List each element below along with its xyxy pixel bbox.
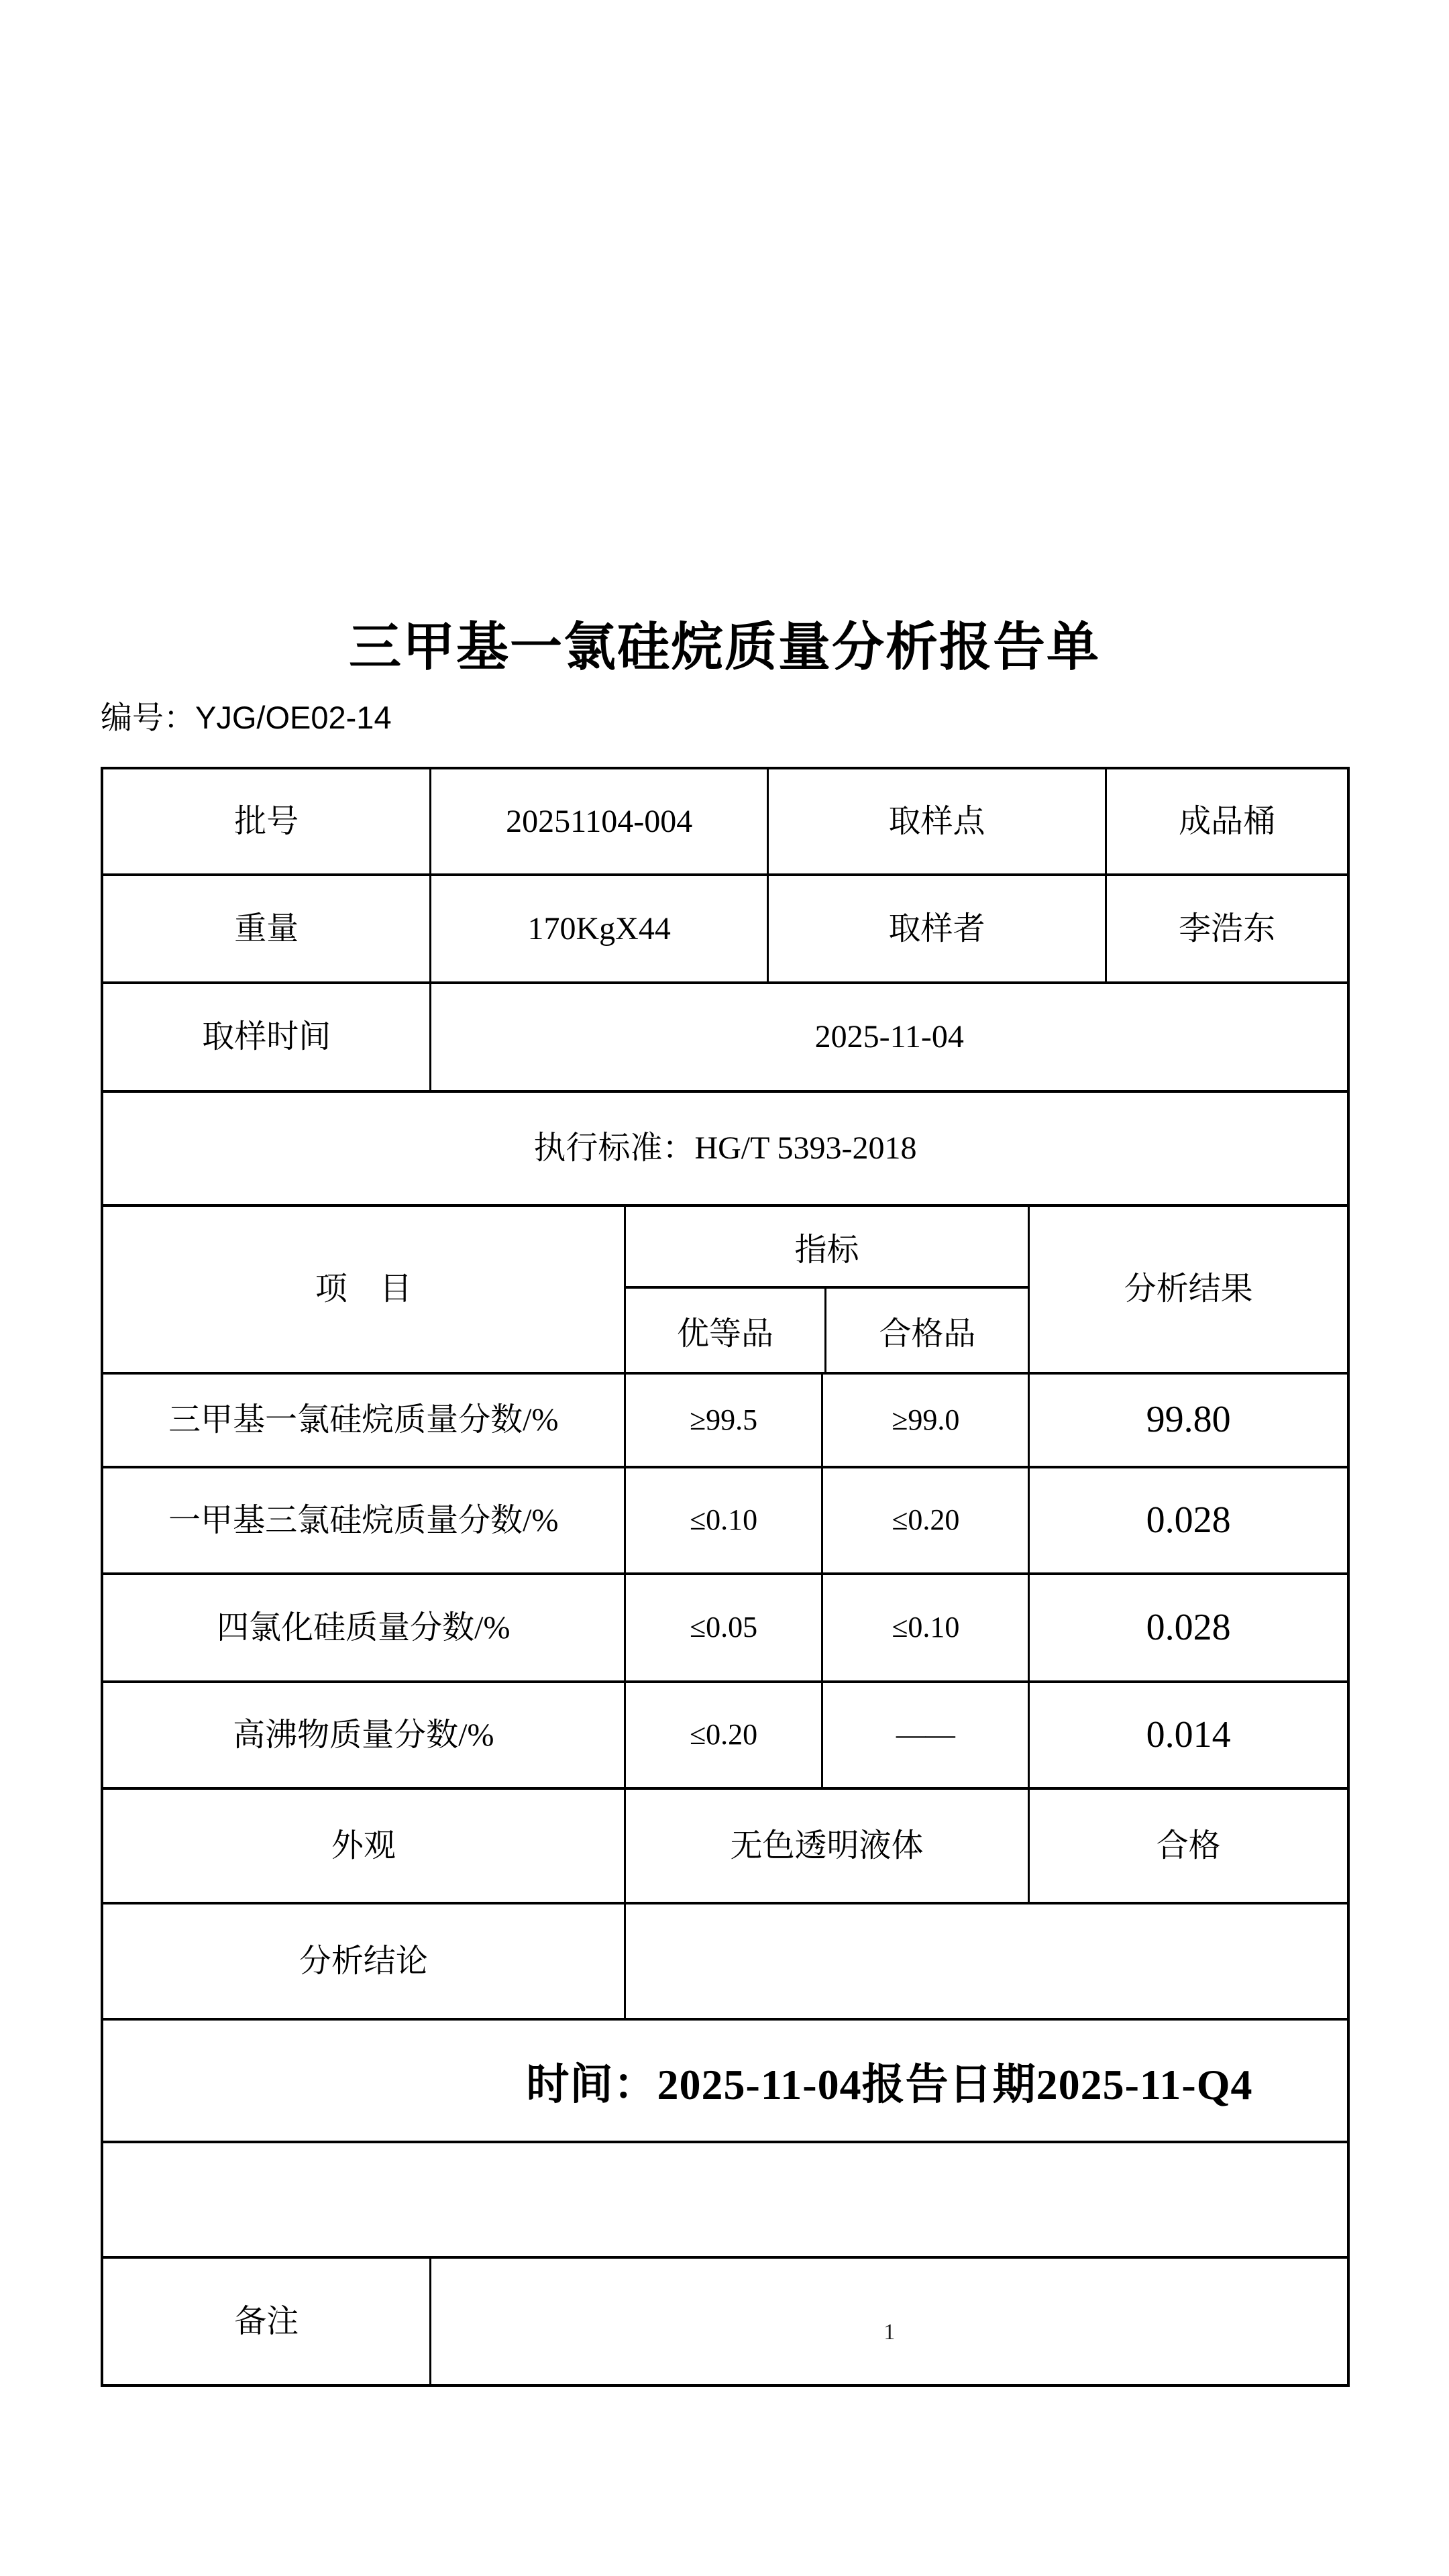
conclusion-label: 分析结论 — [103, 1904, 626, 2018]
sampler-value: 李浩东 — [1179, 910, 1276, 947]
header-grades — [626, 1289, 1028, 1372]
header-qualified: 合格品 — [879, 1316, 976, 1352]
qualified-spec: ≤0.20 — [823, 1468, 1030, 1572]
batch-value: 20251104-004 — [431, 769, 768, 873]
remark-value: 1 — [883, 2320, 896, 2345]
time-line-text: 时间：2025-11-04报告日期2025-11-Q4 — [526, 2060, 1253, 2108]
doc-number: 编号：YJG/OE02-14 — [101, 700, 392, 735]
premium-spec: ≤0.10 — [626, 1468, 824, 1572]
qualified-spec: ≥99.0 — [823, 1375, 1030, 1466]
empty-cell — [103, 2143, 1347, 2256]
page-title: 三甲基一氯硅烷质量分析报告单 — [348, 617, 1100, 676]
conclusion-value — [626, 1904, 1347, 2018]
premium-spec: ≤0.20 — [626, 1683, 824, 1787]
premium-spec: ≤0.05 — [626, 1575, 824, 1680]
header-indicator-group — [626, 1207, 1030, 1372]
weight-value: 170KgX44 — [431, 876, 768, 981]
result-row — [103, 1575, 1347, 1683]
remark-row — [103, 2259, 1347, 2384]
sampling-point-label: 取样点 — [769, 769, 1107, 873]
table-row — [103, 769, 1347, 876]
empty-row — [103, 2143, 1347, 2259]
conclusion-row — [103, 1904, 1347, 2021]
header-item: 项 目 — [103, 1207, 626, 1372]
standard-line: 执行标准：HG/T 5393-2018 — [533, 1130, 917, 1167]
header-premium: 优等品 — [626, 1289, 827, 1372]
appearance-row — [103, 1790, 1347, 1904]
remark-label: 备注 — [103, 2259, 431, 2384]
appearance-label: 外观 — [103, 1790, 626, 1902]
sampling-point-value: 成品桶 — [1179, 803, 1276, 839]
header-indicator: 指标 — [626, 1207, 1028, 1289]
appearance-result: 合格 — [1156, 1827, 1221, 1864]
qualified-spec: ≤0.10 — [823, 1575, 1030, 1680]
batch-label: 批号 — [103, 769, 431, 873]
sampling-time-label: 取样时间 — [103, 984, 431, 1090]
result-row — [103, 1375, 1347, 1468]
appearance-spec: 无色透明液体 — [626, 1790, 1030, 1902]
item-name: 高沸物质量分数/% — [103, 1683, 626, 1787]
analysis-result: 0.014 — [1146, 1713, 1231, 1756]
qualified-spec: —— — [823, 1683, 1030, 1787]
report-table — [101, 767, 1350, 2387]
header-result: 分析结果 — [1124, 1271, 1253, 1307]
results-header-row — [103, 1207, 1347, 1375]
table-row — [103, 876, 1347, 984]
item-name: 一甲基三氯硅烷质量分数/% — [103, 1468, 626, 1572]
item-name: 三甲基一氯硅烷质量分数/% — [103, 1375, 626, 1466]
item-name: 四氯化硅质量分数/% — [103, 1575, 626, 1680]
table-row — [103, 1093, 1347, 1207]
result-row — [103, 1468, 1347, 1575]
analysis-result: 0.028 — [1146, 1606, 1231, 1648]
weight-label: 重量 — [103, 876, 431, 981]
analysis-result: 99.80 — [1146, 1399, 1231, 1441]
time-row — [103, 2021, 1347, 2143]
sampling-time-value: 2025-11-04 — [814, 1019, 964, 1055]
table-row — [103, 984, 1347, 1093]
analysis-result: 0.028 — [1146, 1499, 1231, 1541]
sampler-label: 取样者 — [769, 876, 1107, 981]
premium-spec: ≥99.5 — [626, 1375, 824, 1466]
result-row — [103, 1683, 1347, 1790]
